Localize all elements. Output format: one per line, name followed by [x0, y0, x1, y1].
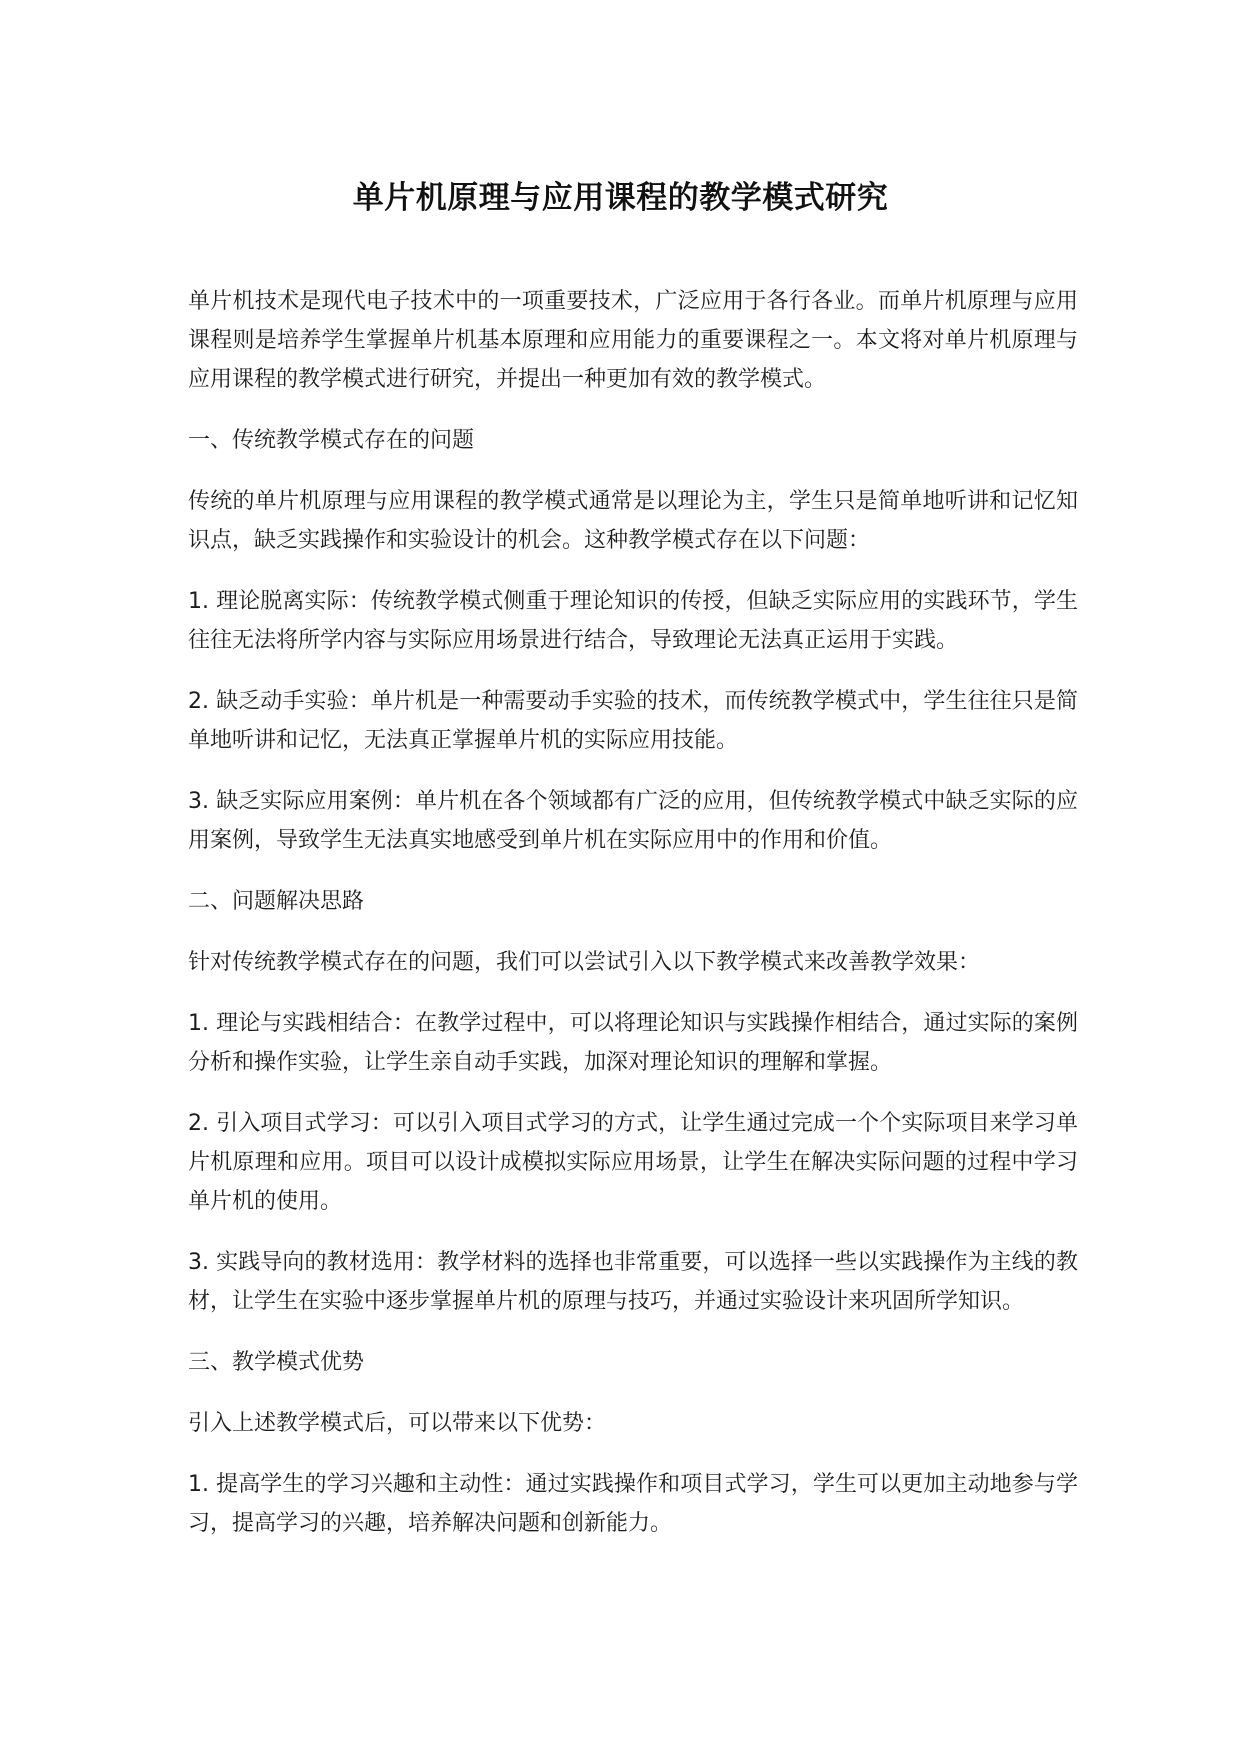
section-2-item-1: 1. 理论与实践相结合：在教学过程中，可以将理论知识与实践操作相结合，通过实际的案例分析和操作实验，让学生亲自动手实践，加深对理论知识的理解和掌握。	[188, 1011, 1078, 1075]
section-heading-2: 二、问题解决思路	[188, 889, 365, 914]
section-3-paragraph: 引入上述教学模式后，可以带来以下优势：	[188, 1411, 607, 1436]
section-heading-3: 三、教学模式优势	[188, 1350, 365, 1375]
section-1-item-1: 1. 理论脱离实际：传统教学模式侧重于理论知识的传授，但缺乏实际应用的实践环节，学生往往无法将所学内容与实际应用场景进行结合，导致理论无法真正运用于实践。	[188, 589, 1078, 653]
section-1-item-3: 3. 缺乏实际应用案例：单片机在各个领域都有广泛的应用，但传统教学模式中缺乏实际的应用案例，导致学生无法真实地感受到单片机在实际应用中的作用和价值。	[188, 789, 1078, 853]
section-1-item-2: 2. 缺乏动手实验：单片机是一种需要动手实验的技术，而传统教学模式中，学生往往只是简单地听讲和记忆，无法真正掌握单片机的实际应用技能。	[188, 689, 1078, 753]
section-2-paragraph: 针对传统教学模式存在的问题，我们可以尝试引入以下教学模式来改善教学效果：	[188, 950, 981, 975]
section-2-item-3: 3. 实践导向的教材选用：教学材料的选择也非常重要，可以选择一些以实践操作为主线的教材，让学生在实验中逐步掌握单片机的原理与技巧，并通过实验设计来巩固所学知识。	[188, 1250, 1078, 1314]
section-3-item-1: 1. 提高学生的学习兴趣和主动性：通过实践操作和项目式学习，学生可以更加主动地参与学习，提高学习的兴趣，培养解决问题和创新能力。	[188, 1472, 1078, 1536]
intro-paragraph: 单片机技术是现代电子技术中的一项重要技术，广泛应用于各行各业。而单片机原理与应用课程则是培养学生掌握单片机基本原理和应用能力的重要课程之一。本文将对单片机原理与应用课程的教学模式进行研究，并提出一种更加有效的教学模式。	[188, 289, 1078, 392]
section-heading-1: 一、传统教学模式存在的问题	[188, 428, 475, 453]
document-title: 单片机原理与应用课程的教学模式研究	[352, 180, 889, 216]
section-2-item-2: 2. 引入项目式学习：可以引入项目式学习的方式，让学生通过完成一个个实际项目来学习单片机原理和应用。项目可以设计成模拟实际应用场景，让学生在解决实际问题的过程中学习单片机的使用。	[188, 1111, 1078, 1214]
section-1-paragraph: 传统的单片机原理与应用课程的教学模式通常是以理论为主，学生只是简单地听讲和记忆知识点，缺乏实践操作和实验设计的机会。这种教学模式存在以下问题：	[188, 489, 1078, 553]
document-body	[188, 282, 1078, 1565]
